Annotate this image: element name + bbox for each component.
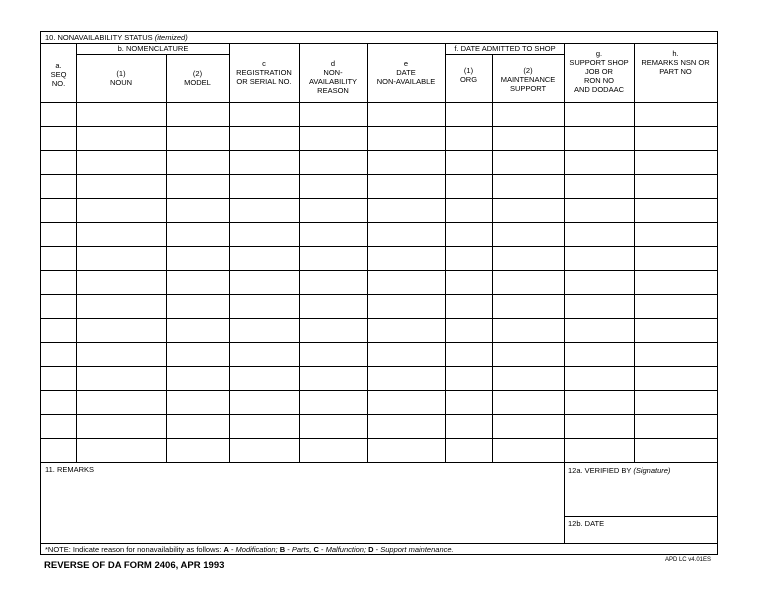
header-c-letter: c <box>262 59 266 68</box>
header-e-letter: e <box>403 59 409 68</box>
row-line <box>41 174 717 175</box>
header-g-letter: g. <box>595 49 603 58</box>
header-maintenance-support <box>492 66 564 93</box>
row-line <box>41 366 717 367</box>
note-code-b: B <box>279 545 286 554</box>
header-b1-text: NOUN <box>109 78 133 87</box>
form-title: REVERSE OF DA FORM 2406, APR 1993 <box>44 560 225 571</box>
header-d-line2: AVAILABILITY <box>308 77 358 86</box>
header-d-line1: NON- <box>323 68 343 77</box>
note-text-b: Parts, <box>291 545 312 554</box>
header-f2-num: (2) <box>523 66 533 75</box>
verified-by-label <box>568 466 670 475</box>
header-h-line2: PART NO <box>659 67 692 76</box>
grid-bottom-line <box>41 462 717 463</box>
row-line <box>41 198 717 199</box>
row-line <box>41 438 717 439</box>
row-line <box>41 342 717 343</box>
row-line <box>41 126 717 127</box>
header-g-line1: SUPPORT SHOP <box>569 58 629 67</box>
header-h-line1: REMARKS NSN OR <box>641 58 710 67</box>
nonavailability-note: *NOTE: Indicate reason for nonavailability as follows: A - Modification; B - Parts, C - Malfunction; D - Support maintenance. <box>45 545 454 554</box>
header-e-line1: DATE <box>396 68 416 77</box>
section-10-title-text: 10. NONAVAILABILITY STATUS <box>45 33 153 42</box>
section-10-title <box>45 33 188 42</box>
header-f1-text: ORG <box>459 75 478 84</box>
header-c-line2: OR SERIAL NO. <box>236 77 292 86</box>
header-remarks-nsn <box>634 49 717 76</box>
header-noun <box>76 69 166 87</box>
date-field[interactable] <box>566 530 716 542</box>
form-version: APD LC v4.01ES <box>664 557 711 563</box>
header-d-letter: d <box>330 59 336 68</box>
header-e-line2: NON-AVAILABLE <box>376 77 436 86</box>
header-a-line1: SEQ <box>50 70 67 79</box>
header-seq-no <box>41 61 76 88</box>
note-code-a: A <box>223 545 229 554</box>
header-date-nonavailable <box>367 59 445 86</box>
header-b1-num: (1) <box>116 69 126 78</box>
row-line <box>41 222 717 223</box>
verified-by-label-text: 12a. VERIFIED BY <box>568 466 632 475</box>
header-a-letter: a. <box>55 61 62 70</box>
note-code-c: C <box>313 545 319 554</box>
header-nonavailability-reason <box>299 59 367 95</box>
da-form-2406-reverse <box>40 31 718 555</box>
header-model <box>166 69 229 87</box>
header-a-line2: NO. <box>51 79 66 88</box>
row-line <box>41 246 717 247</box>
header-f2-line2: SUPPORT <box>509 84 547 93</box>
header-g-line3: RON NO <box>584 76 614 85</box>
header-g-line2: JOB OR <box>585 67 613 76</box>
header-nomenclature: b. NOMENCLATURE <box>117 44 189 53</box>
row-line <box>41 270 717 271</box>
row-line <box>41 414 717 415</box>
section-10-title-note: (itemized) <box>154 33 188 42</box>
row-line <box>41 294 717 295</box>
note-text-c: Malfunction; <box>325 545 367 554</box>
header-f2-line1: MAINTENANCE <box>500 75 556 84</box>
header-registration <box>229 59 299 86</box>
remarks-field[interactable] <box>43 476 561 540</box>
row-line <box>41 318 717 319</box>
remarks-label: 11. REMARKS <box>45 465 95 474</box>
header-org <box>445 66 492 84</box>
note-text-a: Modification; <box>235 545 278 554</box>
row-line <box>41 150 717 151</box>
header-h-letter: h. <box>672 49 679 58</box>
header-d-line3: REASON <box>317 86 349 95</box>
note-code-d: D <box>368 545 374 554</box>
verified-by-signature-note: (Signature) <box>633 466 671 475</box>
header-support-shop <box>564 49 634 94</box>
header-f1-num: (1) <box>463 66 474 75</box>
header-date-admitted: f. DATE ADMITTED TO SHOP <box>454 44 556 53</box>
verified-by-signature-field[interactable] <box>566 478 716 514</box>
row-line <box>41 390 717 391</box>
header-b2-text: MODEL <box>184 78 211 87</box>
note-text-d: Support maintenance. <box>380 545 454 554</box>
date-label: 12b. DATE <box>568 519 605 528</box>
header-g-line4: AND DODAAC <box>573 85 624 94</box>
note-prefix: *NOTE: Indicate reason for nonavailability as follows: <box>45 545 222 554</box>
header-b2-num: (2) <box>192 69 203 78</box>
header-c-line1: REGISTRATION <box>236 68 292 77</box>
